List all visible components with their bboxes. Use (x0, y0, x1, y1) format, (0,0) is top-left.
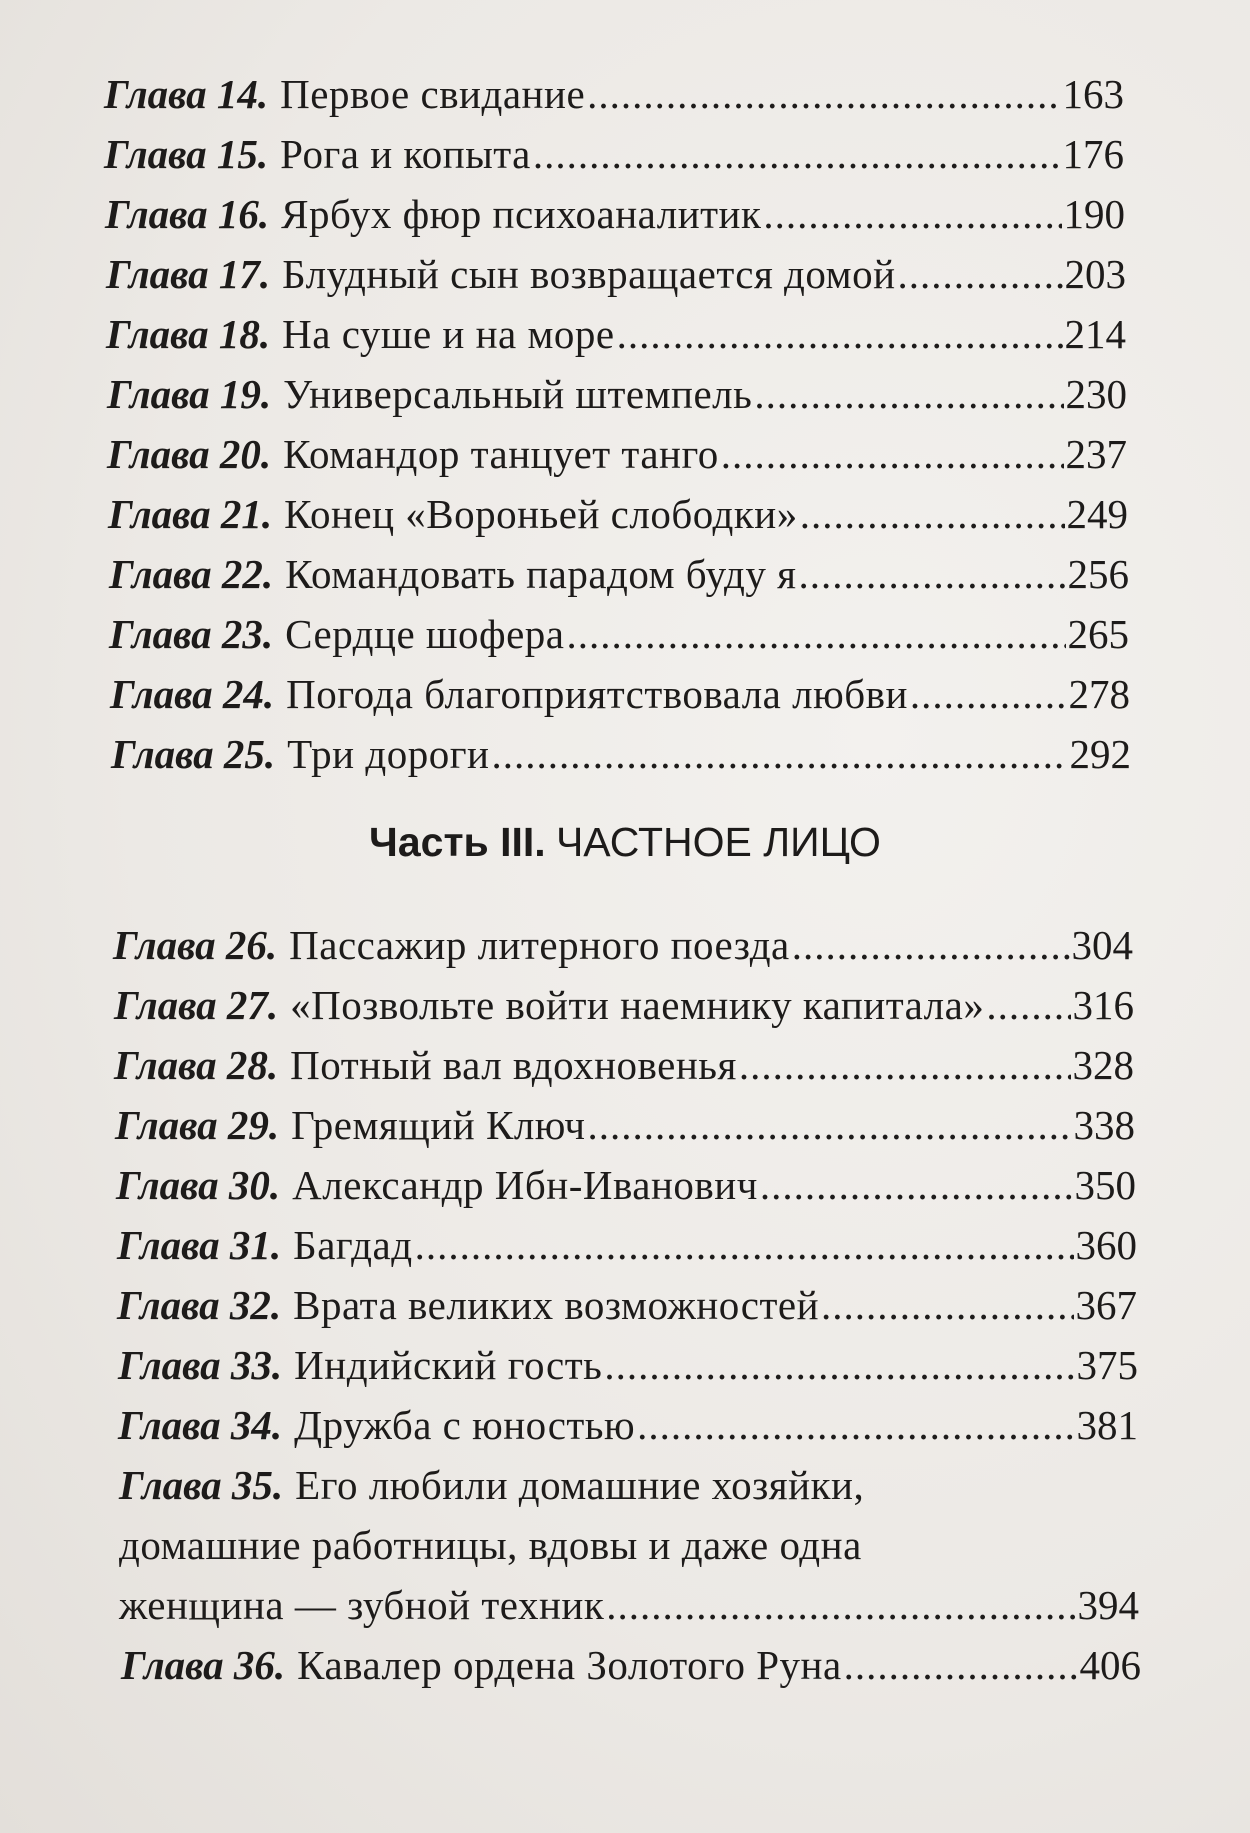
toc-entry-24 (110, 664, 1130, 724)
chapter-title: Индийский гость (294, 1342, 603, 1388)
toc-entry-31 (117, 1215, 1137, 1275)
chapter-label: Глава 23. (109, 611, 274, 657)
page-number: 230 (1065, 371, 1127, 417)
chapter-label: Глава 21. (108, 491, 273, 537)
page-number: 237 (1065, 431, 1127, 477)
page-number: 381 (1076, 1402, 1138, 1448)
chapter-label: Глава 18. (106, 311, 271, 357)
toc-entry-25 (111, 724, 1131, 784)
page-number: 338 (1073, 1102, 1135, 1148)
page-number: 190 (1063, 191, 1125, 237)
page-number: 375 (1076, 1342, 1138, 1388)
leader-dots (763, 184, 1061, 244)
leader-dots (587, 64, 1060, 124)
leader-dots (604, 1335, 1074, 1395)
leader-dots (800, 484, 1065, 544)
leader-dots (792, 915, 1070, 975)
toc-entry-15 (104, 124, 1124, 184)
chapter-label: Глава 35. (119, 1462, 284, 1508)
toc-entry-36 (121, 1635, 1141, 1695)
chapter-label: Глава 36. (121, 1642, 286, 1688)
toc-entry-32 (117, 1275, 1137, 1335)
toc-entry-28 (114, 1035, 1134, 1095)
leader-dots (821, 1275, 1073, 1335)
leader-dots (798, 544, 1065, 604)
page-number: 350 (1074, 1162, 1136, 1208)
chapter-label: Глава 26. (113, 922, 278, 968)
chapter-title: Командовать парадом буду я (285, 551, 797, 597)
chapter-title: Гремящий Ключ (291, 1102, 586, 1148)
page-number: 249 (1066, 491, 1128, 537)
leader-dots (491, 724, 1067, 784)
chapter-label: Глава 28. (114, 1042, 279, 1088)
toc-entry-29 (115, 1095, 1135, 1155)
page-number: 278 (1068, 671, 1130, 717)
page-number: 292 (1069, 731, 1131, 777)
chapter-title: Кавалер ордена Золотого Руна (297, 1642, 842, 1688)
toc-entry-20 (107, 424, 1127, 484)
chapter-title: Командор танцует танго (283, 431, 719, 477)
leader-dots (566, 604, 1065, 664)
leader-dots (637, 1395, 1074, 1455)
chapter-title: Блудный сын возвращается домой (282, 251, 896, 297)
leader-dots (606, 1575, 1075, 1635)
leader-dots (588, 1095, 1072, 1155)
chapter-title: Пассажир литерного поезда (289, 922, 790, 968)
chapter-label: Глава 20. (107, 431, 272, 477)
leader-dots (844, 1635, 1078, 1695)
chapter-label: Глава 16. (105, 191, 270, 237)
page-number: 360 (1075, 1222, 1137, 1268)
toc-entry-16 (105, 184, 1125, 244)
leader-dots (754, 364, 1063, 424)
toc-entry-27 (114, 975, 1134, 1035)
chapter-title: Рога и копыта (280, 131, 531, 177)
page-number: 214 (1064, 311, 1126, 357)
chapter-title: Потный вал вдохновенья (290, 1042, 737, 1088)
chapter-title: Первое свидание (280, 71, 586, 117)
chapter-label: Глава 14. (104, 71, 269, 117)
chapter-title-line-2: домашние работницы, вдовы и даже одна (119, 1522, 862, 1568)
chapter-title: Врата великих возможностей (293, 1282, 820, 1328)
page-number: 304 (1071, 922, 1133, 968)
toc-entry-23 (109, 604, 1129, 664)
chapter-title: Александр Ибн-Иванович (292, 1162, 758, 1208)
toc-entry-33 (118, 1335, 1138, 1395)
page-number: 256 (1067, 551, 1129, 597)
leader-dots (760, 1155, 1073, 1215)
leader-dots (415, 1215, 1074, 1275)
chapter-title: Три дороги (287, 731, 490, 777)
part-title: ЧАСТНОЕ ЛИЦО (555, 819, 881, 865)
chapter-label: Глава 15. (104, 131, 269, 177)
toc-entry-34 (118, 1395, 1138, 1455)
chapter-title: «Позвольте войти наемнику капитала» (290, 982, 985, 1028)
chapter-label: Глава 32. (117, 1282, 282, 1328)
chapter-title: Дружба с юностью (294, 1402, 636, 1448)
leader-dots (910, 664, 1067, 724)
leader-dots (898, 244, 1063, 304)
leader-dots (739, 1035, 1071, 1095)
leader-dots (617, 304, 1063, 364)
chapter-title: Погода благоприятствовала любви (286, 671, 908, 717)
chapter-title: Универсальный штемпель (283, 371, 753, 417)
toc-entry-14 (104, 64, 1124, 124)
toc-entry-19 (107, 364, 1127, 424)
page-number: 163 (1062, 71, 1124, 117)
chapter-title: Багдад (293, 1222, 413, 1268)
chapter-title-line-1: Его любили домашние хозяйки, (295, 1462, 865, 1508)
page-number: 394 (1077, 1582, 1139, 1628)
leader-dots (721, 424, 1064, 484)
chapter-label: Глава 22. (109, 551, 274, 597)
chapter-title: На суше и на море (282, 311, 615, 357)
part-label: Часть III. (369, 819, 546, 865)
page-number: 265 (1067, 611, 1129, 657)
page-number: 367 (1075, 1282, 1137, 1328)
toc-entry-18 (106, 304, 1126, 364)
page-number: 316 (1072, 982, 1134, 1028)
chapter-label: Глава 24. (110, 671, 275, 717)
page-number: 176 (1062, 131, 1124, 177)
chapter-label: Глава 19. (107, 371, 272, 417)
chapter-label: Глава 30. (116, 1162, 281, 1208)
chapter-label: Глава 31. (117, 1222, 282, 1268)
chapter-label: Глава 17. (106, 251, 271, 297)
page-number: 328 (1072, 1042, 1134, 1088)
chapter-title-line-3: женщина — зубной техник (119, 1582, 605, 1628)
chapter-title: Конец «Вороньей слободки» (284, 491, 798, 537)
chapter-title: Ярбух фюр психоаналитик (281, 191, 762, 237)
toc-entry-30 (116, 1155, 1136, 1215)
toc-entry-35 (119, 1455, 1139, 1635)
chapter-label: Глава 27. (114, 982, 279, 1028)
page-number: 203 (1064, 251, 1126, 297)
chapter-label: Глава 34. (118, 1402, 283, 1448)
toc-entry-17 (106, 244, 1126, 304)
part-heading (0, 812, 1250, 872)
chapter-title: Сердце шофера (285, 611, 565, 657)
chapter-label: Глава 29. (115, 1102, 280, 1148)
toc-entry-26 (113, 915, 1133, 975)
chapter-label: Глава 25. (111, 731, 276, 777)
toc-entry-22 (109, 544, 1129, 604)
chapter-label: Глава 33. (118, 1342, 283, 1388)
page-number: 406 (1079, 1642, 1141, 1688)
toc-entry-21 (108, 484, 1128, 544)
leader-dots (533, 124, 1061, 184)
leader-dots (986, 975, 1070, 1035)
